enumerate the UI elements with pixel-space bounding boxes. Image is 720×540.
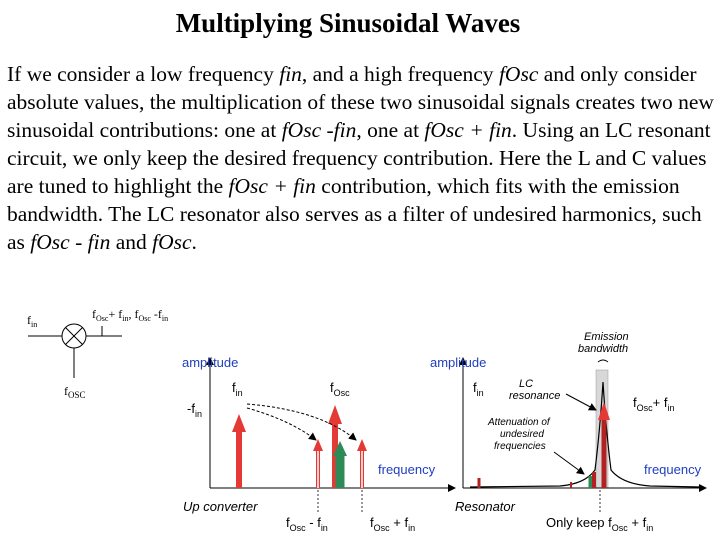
paragraph-italic-term: fOsc + fin xyxy=(228,174,316,198)
paragraph-text: contribution, which fits with the emission bandwidth. The LC resonator also serves as a filter of undesired harmonics, such as xyxy=(7,174,702,254)
paragraph-text: and xyxy=(110,230,153,254)
paragraph-italic-term: fin xyxy=(279,62,302,86)
paragraph-italic-term: fOsc xyxy=(498,62,539,86)
paragraph-text: . xyxy=(191,230,197,254)
left-fosc-label: $f_{Osc}$ xyxy=(330,380,350,398)
resonator-plot xyxy=(430,331,706,533)
upconverter-plot xyxy=(182,355,455,533)
paragraph-italic-term: fOsc - fin xyxy=(30,230,111,254)
left-neg-fin-label: $-f_{in}$ xyxy=(187,401,202,419)
attenuation-label-3: frequencies xyxy=(494,441,546,452)
right-fin-label: $f_{in}$ xyxy=(473,380,484,398)
lc-label-2: resonance xyxy=(509,390,561,402)
paragraph-italic-term: fOsc -fin xyxy=(281,118,357,142)
bw-label-2: bandwidth xyxy=(578,343,629,355)
right-caption: Resonator xyxy=(455,499,515,514)
mixer-osc-label: $f_{OSC}$ xyxy=(64,384,86,400)
mixer-output-label: $f_{Osc}+ f_{in}$, $f_{Osc}$ $-f_{in}$ xyxy=(92,307,169,323)
attenuation-label-1: Attenuation of xyxy=(488,417,550,428)
paragraph-text: , one at xyxy=(356,118,425,142)
left-fin-label: $f_{in}$ xyxy=(232,380,243,398)
right-ylabel: amplitude xyxy=(430,355,487,370)
right-xlabel: frequency xyxy=(644,462,702,477)
attenuation-label-2: undesired xyxy=(500,429,544,440)
paragraph-italic-term: fOsc + fin xyxy=(424,118,512,142)
left-ylabel: amplitude xyxy=(182,355,239,370)
slide-title: Multiplying Sinusoidal Waves xyxy=(175,8,521,38)
keep-label: Only keep $f_{Osc} + f_{in}$ xyxy=(546,515,654,533)
mixer-input-label: $f_{in}$ xyxy=(27,313,38,329)
left-bottom-minus-label: $f_{Osc} - f_{in}$ xyxy=(286,515,328,533)
left-caption: Up converter xyxy=(183,499,258,514)
paragraph-italic-term: fOsc xyxy=(152,230,192,254)
mixer-diagram xyxy=(27,307,168,400)
lc-label-1: LC xyxy=(519,378,534,390)
paragraph-text: , and a high frequency xyxy=(301,62,499,86)
paragraph-text: . Using an LC resonant circuit, we only keep the desired frequency contribution. Here the L and C values are tuned to highlight the xyxy=(7,118,711,198)
curve-arrow-1 xyxy=(247,408,316,440)
left-bottom-plus-label: $f_{Osc} + f_{in}$ xyxy=(370,515,416,533)
bw-label-1: Emission xyxy=(584,331,629,343)
left-xlabel: frequency xyxy=(378,462,436,477)
paragraph-text: If we consider a low frequency xyxy=(7,62,280,86)
paragraph-text: and only consider absolute values, the multiplication of these two sinusoidal signals creates two new sinusoidal contributions: one at xyxy=(7,62,714,142)
right-sum-label: $f_{Osc}+ f_{in}$ xyxy=(633,395,675,413)
